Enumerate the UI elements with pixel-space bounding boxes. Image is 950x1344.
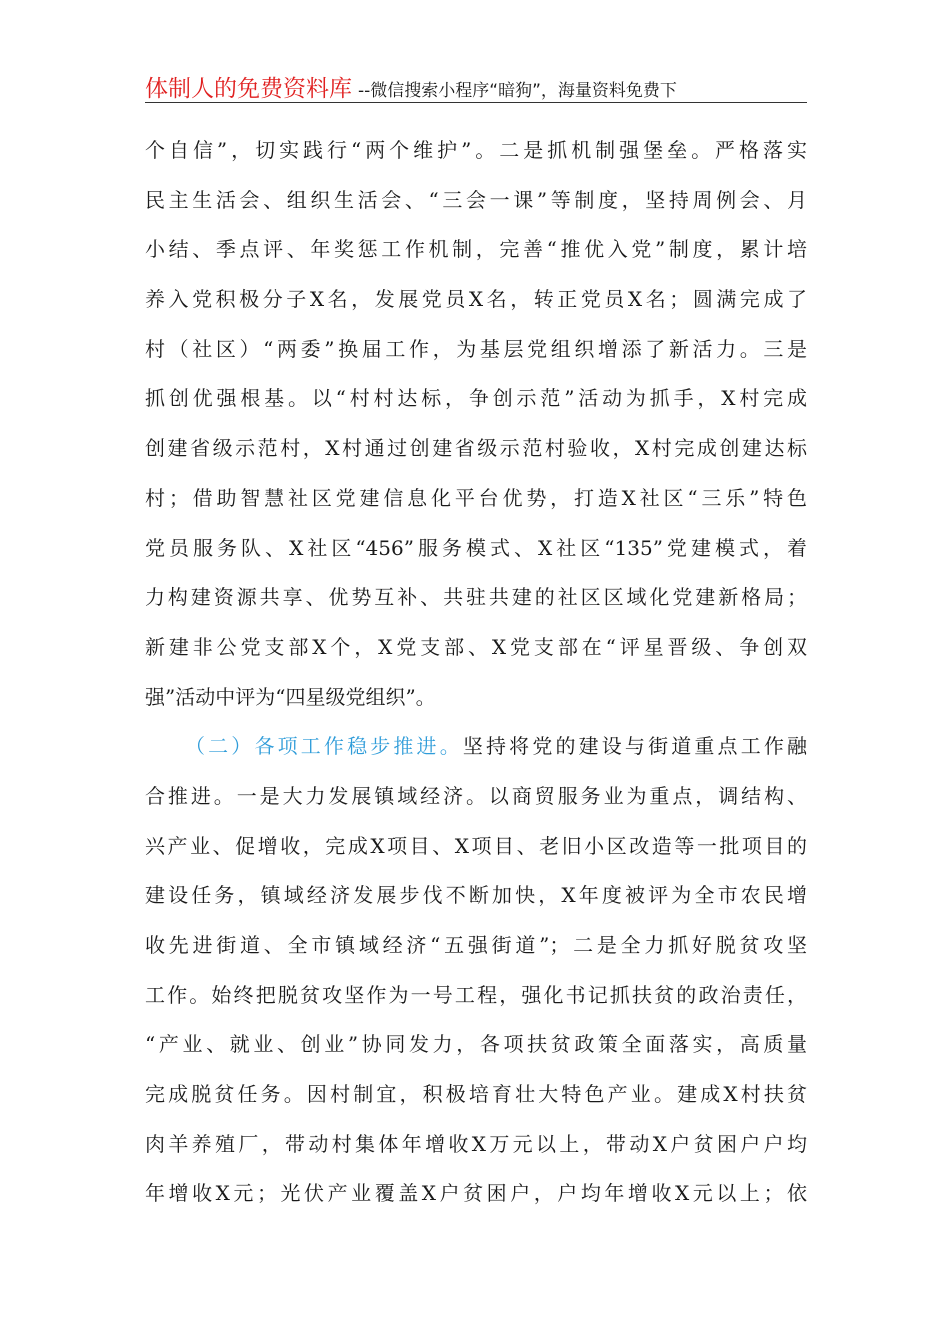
text-line: 抓创优强根基。以“村村达标，争创示范”活动为抓手，X村完成 [145, 386, 807, 411]
text-line: 小结、季点评、年奖惩工作机制，完善“推优入党”制度，累计培 [145, 237, 807, 262]
text-line: 建设任务，镇域经济发展步伐不断加快，X年度被评为全市农民增 [145, 883, 807, 908]
text-line: 村；借助智慧社区党建信息化平台优势，打造X社区“三乐”特色 [145, 485, 807, 510]
header-subtitle: --微信搜索小程序“暗狗”，海量资料免费下 [358, 81, 677, 101]
text-line: 养入党积极分子X名，发展党员X名，转正党员X名；圆满完成了 [145, 287, 807, 312]
section-heading-rest: 坚持将党的建设与街道重点工作融 [462, 734, 807, 759]
text-line: 新建非公党支部X个，X党支部、X党支部在“评星晋级、争创双 [145, 634, 807, 659]
text-line: 工作。始终把脱贫攻坚作为一号工程，强化书记抓扶贫的政治责任， [145, 982, 807, 1007]
section-heading: （二）各项工作稳步推进。 [185, 734, 463, 759]
page-header [145, 70, 807, 103]
text-line: 合推进。一是大力发展镇域经济。以商贸服务业为重点，调结构、 [145, 783, 807, 808]
text-line: 党员服务队、X社区“456”服务模式、X社区“135”党建模式，着 [145, 535, 807, 560]
text-line: 强”活动中评为“四星级党组织”。 [145, 684, 436, 709]
text-line: 收先进街道、全市镇域经济“五强街道”；二是全力抓好脱贫攻坚 [145, 933, 807, 957]
header-title: 体制人的免费资料库 [145, 76, 352, 102]
document-body [145, 126, 807, 1219]
text-line: 年增收X元；光伏产业覆盖X户贫困户，户均年增收X元以上；依 [145, 1181, 807, 1206]
text-line: 村（社区）“两委”换届工作，为基层党组织增添了新活力。三是 [145, 336, 807, 361]
text-line: 完成脱贫任务。因村制宜，积极培育壮大特色产业。建成X村扶贫 [145, 1082, 807, 1107]
text-line: 兴产业、促增收，完成X项目、X项目、老旧小区改造等一批项目的 [145, 833, 807, 858]
text-line: 肉羊养殖厂，带动村集体年增收X万元以上，带动X户贫困户户均 [145, 1131, 807, 1156]
section-heading-line [145, 722, 807, 772]
text-line: 民主生活会、组织生活会、“三会一课”等制度，坚持周例会、月 [145, 187, 807, 212]
text-line: “产业、就业、创业”协同发力，各项扶贫政策全面落实，高质量 [145, 1032, 807, 1057]
text-line: 创建省级示范村，X村通过创建省级示范村验收，X村完成创建达标 [145, 436, 807, 461]
text-line: 力构建资源共享、优势互补、共驻共建的社区区域化党建新格局； [145, 585, 807, 610]
text-line: 个自信”，切实践行“两个维护”。二是抓机制强堡垒。严格落实 [145, 138, 807, 162]
